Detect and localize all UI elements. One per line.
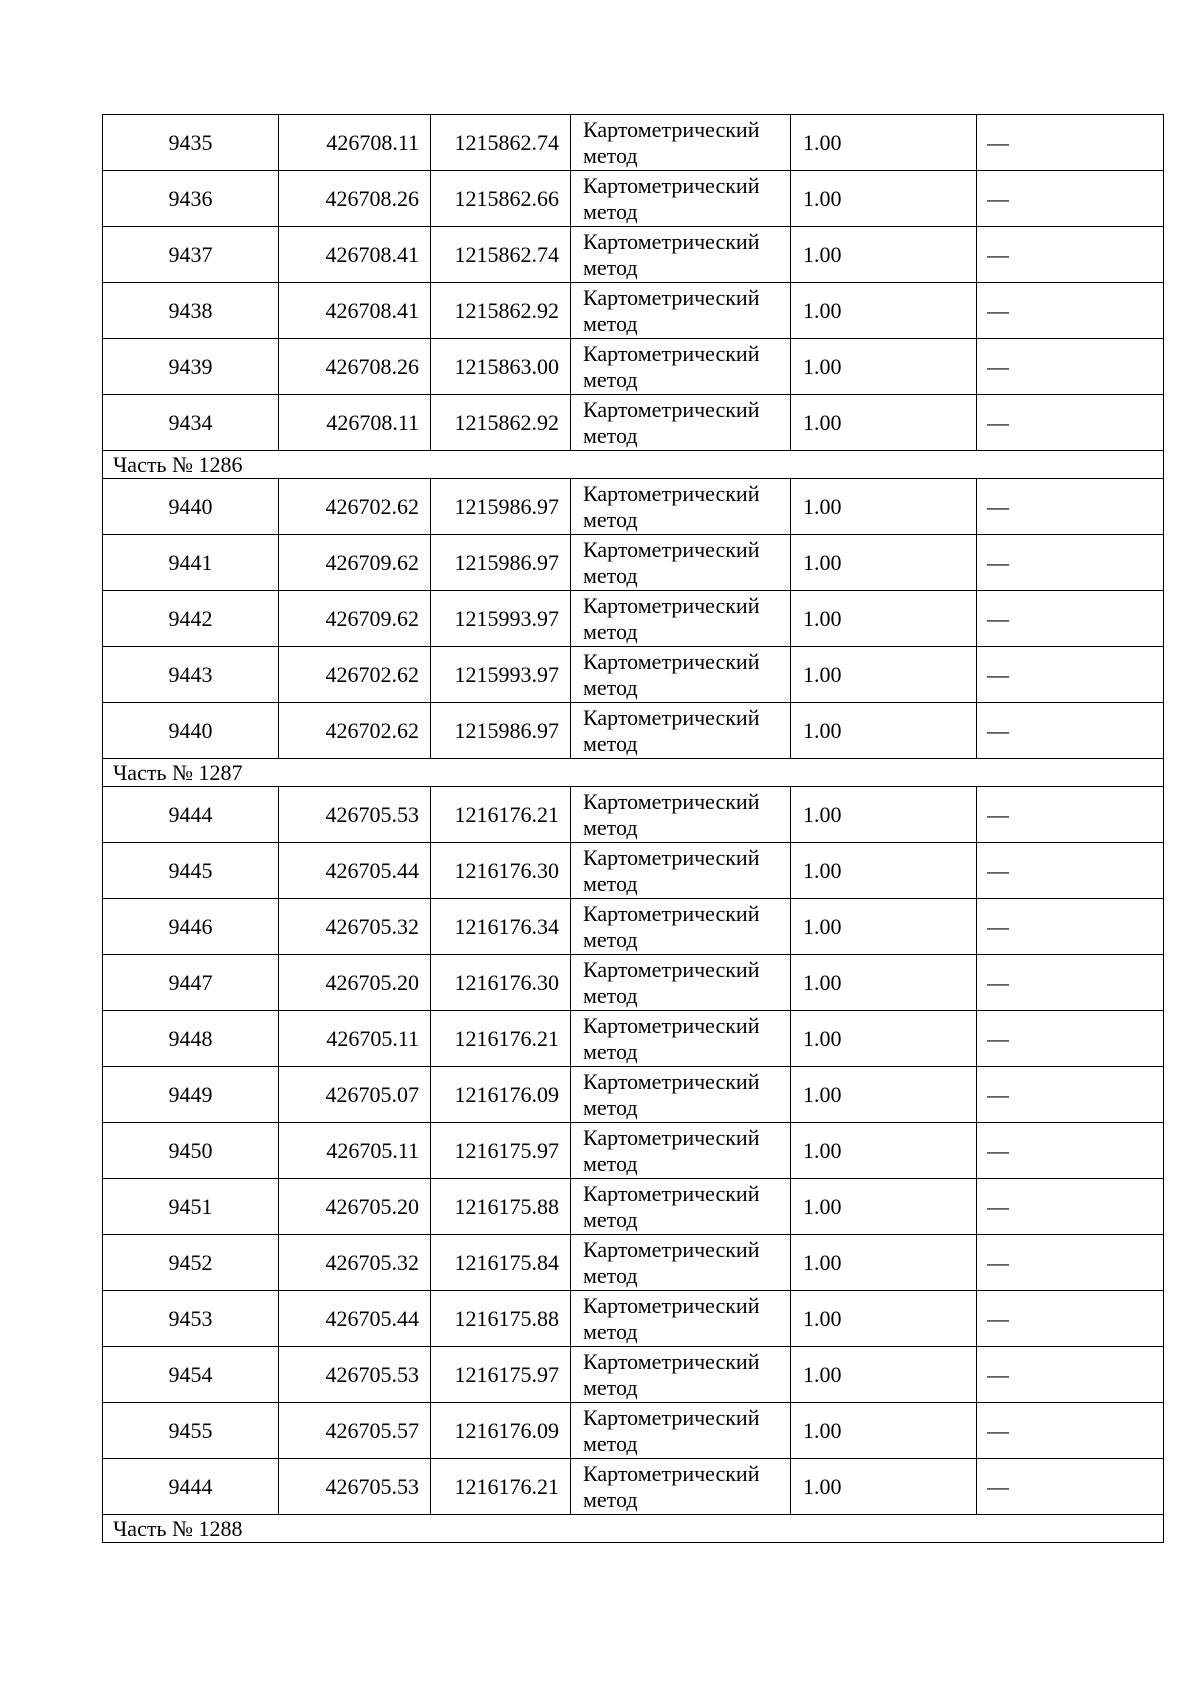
method-cell [571, 283, 791, 339]
point-number-cell: 9453 [103, 1291, 279, 1347]
y-coordinate-cell: 1216175.88 [431, 1291, 571, 1347]
method-line-1: Картометрический [583, 788, 760, 814]
method-cell [571, 1067, 791, 1123]
table-row [103, 591, 1164, 647]
accuracy-cell: 1.00 [791, 227, 977, 283]
part-header-row [103, 1515, 1164, 1543]
description-cell: — [977, 1011, 1164, 1067]
method-line-1: Картометрический [583, 844, 760, 870]
x-coordinate-cell: 426702.62 [279, 703, 431, 759]
x-coordinate-cell: 426705.20 [279, 955, 431, 1011]
description-cell: — [977, 115, 1164, 171]
method-line-1: Картометрический [583, 956, 760, 982]
x-coordinate-cell: 426705.32 [279, 1235, 431, 1291]
point-number-cell: 9440 [103, 479, 279, 535]
y-coordinate-cell: 1215986.97 [431, 479, 571, 535]
x-coordinate-cell: 426705.53 [279, 1459, 431, 1515]
accuracy-cell: 1.00 [791, 1179, 977, 1235]
x-coordinate-cell: 426702.62 [279, 647, 431, 703]
method-line-2: метод [583, 982, 638, 1008]
method-line-2: метод [583, 310, 638, 336]
table-row [103, 535, 1164, 591]
method-cell [571, 479, 791, 535]
description-cell: — [977, 1067, 1164, 1123]
method-cell [571, 1235, 791, 1291]
point-number-cell: 9444 [103, 787, 279, 843]
y-coordinate-cell: 1215862.74 [431, 115, 571, 171]
point-number-cell: 9446 [103, 899, 279, 955]
x-coordinate-cell: 426708.41 [279, 283, 431, 339]
point-number-cell: 9444 [103, 1459, 279, 1515]
method-cell [571, 1123, 791, 1179]
accuracy-cell: 1.00 [791, 1123, 977, 1179]
table-row [103, 283, 1164, 339]
method-line-1: Картометрический [583, 228, 760, 254]
description-cell: — [977, 955, 1164, 1011]
y-coordinate-cell: 1215862.92 [431, 283, 571, 339]
method-line-2: метод [583, 366, 638, 392]
method-line-2: метод [583, 1318, 638, 1344]
method-cell [571, 115, 791, 171]
method-line-2: метод [583, 1430, 638, 1456]
point-number-cell: 9452 [103, 1235, 279, 1291]
description-cell: — [977, 227, 1164, 283]
y-coordinate-cell: 1216176.09 [431, 1403, 571, 1459]
point-number-cell: 9439 [103, 339, 279, 395]
description-cell: — [977, 283, 1164, 339]
table-row [103, 1067, 1164, 1123]
method-line-1: Картометрический [583, 116, 760, 142]
method-line-2: метод [583, 1150, 638, 1176]
description-cell: — [977, 1459, 1164, 1515]
table-row [103, 171, 1164, 227]
description-cell: — [977, 339, 1164, 395]
x-coordinate-cell: 426709.62 [279, 591, 431, 647]
description-cell: — [977, 395, 1164, 451]
point-number-cell: 9440 [103, 703, 279, 759]
accuracy-cell: 1.00 [791, 647, 977, 703]
method-line-2: метод [583, 1374, 638, 1400]
description-cell: — [977, 591, 1164, 647]
method-line-2: метод [583, 730, 638, 756]
method-cell [571, 1347, 791, 1403]
x-coordinate-cell: 426705.53 [279, 1347, 431, 1403]
accuracy-cell: 1.00 [791, 1067, 977, 1123]
method-cell [571, 395, 791, 451]
method-line-1: Картометрический [583, 536, 760, 562]
coordinates-table [102, 114, 1164, 1543]
y-coordinate-cell: 1215986.97 [431, 703, 571, 759]
x-coordinate-cell: 426705.32 [279, 899, 431, 955]
method-line-2: метод [583, 254, 638, 280]
method-line-2: метод [583, 814, 638, 840]
table-row [103, 1403, 1164, 1459]
accuracy-cell: 1.00 [791, 1291, 977, 1347]
x-coordinate-cell: 426705.53 [279, 787, 431, 843]
table-row [103, 339, 1164, 395]
accuracy-cell: 1.00 [791, 703, 977, 759]
accuracy-cell: 1.00 [791, 1235, 977, 1291]
method-cell [571, 1291, 791, 1347]
accuracy-cell: 1.00 [791, 395, 977, 451]
x-coordinate-cell: 426705.11 [279, 1123, 431, 1179]
method-cell [571, 227, 791, 283]
description-cell: — [977, 1235, 1164, 1291]
x-coordinate-cell: 426705.07 [279, 1067, 431, 1123]
table-row [103, 395, 1164, 451]
description-cell: — [977, 1403, 1164, 1459]
point-number-cell: 9448 [103, 1011, 279, 1067]
table-row [103, 843, 1164, 899]
method-line-2: метод [583, 1206, 638, 1232]
table-row [103, 1347, 1164, 1403]
x-coordinate-cell: 426708.11 [279, 115, 431, 171]
point-number-cell: 9454 [103, 1347, 279, 1403]
table-row [103, 1459, 1164, 1515]
y-coordinate-cell: 1216176.09 [431, 1067, 571, 1123]
y-coordinate-cell: 1216176.21 [431, 787, 571, 843]
method-line-1: Картометрический [583, 1348, 760, 1374]
y-coordinate-cell: 1215862.92 [431, 395, 571, 451]
point-number-cell: 9451 [103, 1179, 279, 1235]
method-line-1: Картометрический [583, 480, 760, 506]
y-coordinate-cell: 1216176.21 [431, 1011, 571, 1067]
method-line-2: метод [583, 1038, 638, 1064]
method-line-1: Картометрический [583, 1292, 760, 1318]
table-row [103, 115, 1164, 171]
accuracy-cell: 1.00 [791, 591, 977, 647]
method-line-1: Картометрический [583, 172, 760, 198]
description-cell: — [977, 1347, 1164, 1403]
table-row [103, 647, 1164, 703]
point-number-cell: 9436 [103, 171, 279, 227]
y-coordinate-cell: 1216176.30 [431, 843, 571, 899]
table-row [103, 479, 1164, 535]
method-line-2: метод [583, 198, 638, 224]
method-line-2: метод [583, 1486, 638, 1512]
y-coordinate-cell: 1216176.21 [431, 1459, 571, 1515]
method-line-2: метод [583, 506, 638, 532]
accuracy-cell: 1.00 [791, 283, 977, 339]
method-cell [571, 787, 791, 843]
accuracy-cell: 1.00 [791, 1011, 977, 1067]
y-coordinate-cell: 1215993.97 [431, 647, 571, 703]
method-line-2: метод [583, 870, 638, 896]
y-coordinate-cell: 1216176.34 [431, 899, 571, 955]
method-cell [571, 899, 791, 955]
y-coordinate-cell: 1215993.97 [431, 591, 571, 647]
description-cell: — [977, 1179, 1164, 1235]
accuracy-cell: 1.00 [791, 339, 977, 395]
method-cell [571, 843, 791, 899]
table-row [103, 703, 1164, 759]
table-row [103, 1123, 1164, 1179]
x-coordinate-cell: 426708.11 [279, 395, 431, 451]
accuracy-cell: 1.00 [791, 1459, 977, 1515]
description-cell: — [977, 479, 1164, 535]
x-coordinate-cell: 426708.26 [279, 339, 431, 395]
method-cell [571, 1403, 791, 1459]
table-row [103, 1235, 1164, 1291]
accuracy-cell: 1.00 [791, 1347, 977, 1403]
accuracy-cell: 1.00 [791, 955, 977, 1011]
description-cell: — [977, 703, 1164, 759]
accuracy-cell: 1.00 [791, 843, 977, 899]
method-cell [571, 535, 791, 591]
method-cell [571, 1011, 791, 1067]
method-cell [571, 647, 791, 703]
x-coordinate-cell: 426709.62 [279, 535, 431, 591]
y-coordinate-cell: 1216175.97 [431, 1347, 571, 1403]
table-row [103, 955, 1164, 1011]
point-number-cell: 9434 [103, 395, 279, 451]
x-coordinate-cell: 426708.26 [279, 171, 431, 227]
method-line-1: Картометрический [583, 1460, 760, 1486]
accuracy-cell: 1.00 [791, 899, 977, 955]
y-coordinate-cell: 1215862.66 [431, 171, 571, 227]
method-cell [571, 1459, 791, 1515]
point-number-cell: 9441 [103, 535, 279, 591]
method-line-1: Картометрический [583, 648, 760, 674]
part-label: Часть № 1288 [103, 1515, 1164, 1543]
point-number-cell: 9438 [103, 283, 279, 339]
coordinates-table-body [103, 115, 1164, 1543]
x-coordinate-cell: 426702.62 [279, 479, 431, 535]
table-row [103, 899, 1164, 955]
table-row [103, 1291, 1164, 1347]
y-coordinate-cell: 1216175.97 [431, 1123, 571, 1179]
accuracy-cell: 1.00 [791, 1403, 977, 1459]
point-number-cell: 9450 [103, 1123, 279, 1179]
method-line-2: метод [583, 562, 638, 588]
method-line-2: метод [583, 674, 638, 700]
table-row [103, 1179, 1164, 1235]
y-coordinate-cell: 1216176.30 [431, 955, 571, 1011]
accuracy-cell: 1.00 [791, 535, 977, 591]
y-coordinate-cell: 1215986.97 [431, 535, 571, 591]
method-line-1: Картометрический [583, 900, 760, 926]
method-line-1: Картометрический [583, 592, 760, 618]
x-coordinate-cell: 426705.20 [279, 1179, 431, 1235]
point-number-cell: 9442 [103, 591, 279, 647]
point-number-cell: 9455 [103, 1403, 279, 1459]
method-line-1: Картометрический [583, 396, 760, 422]
point-number-cell: 9435 [103, 115, 279, 171]
method-line-1: Картометрический [583, 1012, 760, 1038]
description-cell: — [977, 171, 1164, 227]
description-cell: — [977, 899, 1164, 955]
point-number-cell: 9437 [103, 227, 279, 283]
part-header-row [103, 759, 1164, 787]
description-cell: — [977, 1291, 1164, 1347]
method-line-1: Картометрический [583, 1068, 760, 1094]
method-line-1: Картометрический [583, 1236, 760, 1262]
method-cell [571, 339, 791, 395]
method-cell [571, 703, 791, 759]
method-line-1: Картометрический [583, 704, 760, 730]
point-number-cell: 9445 [103, 843, 279, 899]
description-cell: — [977, 647, 1164, 703]
point-number-cell: 9447 [103, 955, 279, 1011]
method-line-1: Картометрический [583, 1404, 760, 1430]
y-coordinate-cell: 1216175.84 [431, 1235, 571, 1291]
method-line-1: Картометрический [583, 284, 760, 310]
accuracy-cell: 1.00 [791, 115, 977, 171]
y-coordinate-cell: 1215862.74 [431, 227, 571, 283]
method-line-2: метод [583, 1262, 638, 1288]
table-row [103, 1011, 1164, 1067]
y-coordinate-cell: 1216175.88 [431, 1179, 571, 1235]
method-line-2: метод [583, 1094, 638, 1120]
method-line-1: Картометрический [583, 1124, 760, 1150]
part-header-row [103, 451, 1164, 479]
method-cell [571, 955, 791, 1011]
x-coordinate-cell: 426705.44 [279, 1291, 431, 1347]
method-cell [571, 171, 791, 227]
point-number-cell: 9443 [103, 647, 279, 703]
x-coordinate-cell: 426708.41 [279, 227, 431, 283]
part-label: Часть № 1286 [103, 451, 1164, 479]
accuracy-cell: 1.00 [791, 787, 977, 843]
method-line-2: метод [583, 926, 638, 952]
description-cell: — [977, 535, 1164, 591]
description-cell: — [977, 787, 1164, 843]
x-coordinate-cell: 426705.11 [279, 1011, 431, 1067]
description-cell: — [977, 1123, 1164, 1179]
point-number-cell: 9449 [103, 1067, 279, 1123]
method-line-1: Картометрический [583, 1180, 760, 1206]
x-coordinate-cell: 426705.44 [279, 843, 431, 899]
method-cell [571, 591, 791, 647]
accuracy-cell: 1.00 [791, 171, 977, 227]
table-row [103, 787, 1164, 843]
method-line-1: Картометрический [583, 340, 760, 366]
method-line-2: метод [583, 142, 638, 168]
x-coordinate-cell: 426705.57 [279, 1403, 431, 1459]
method-line-2: метод [583, 422, 638, 448]
accuracy-cell: 1.00 [791, 479, 977, 535]
table-row [103, 227, 1164, 283]
method-line-2: метод [583, 618, 638, 644]
description-cell: — [977, 843, 1164, 899]
part-label: Часть № 1287 [103, 759, 1164, 787]
method-cell [571, 1179, 791, 1235]
y-coordinate-cell: 1215863.00 [431, 339, 571, 395]
